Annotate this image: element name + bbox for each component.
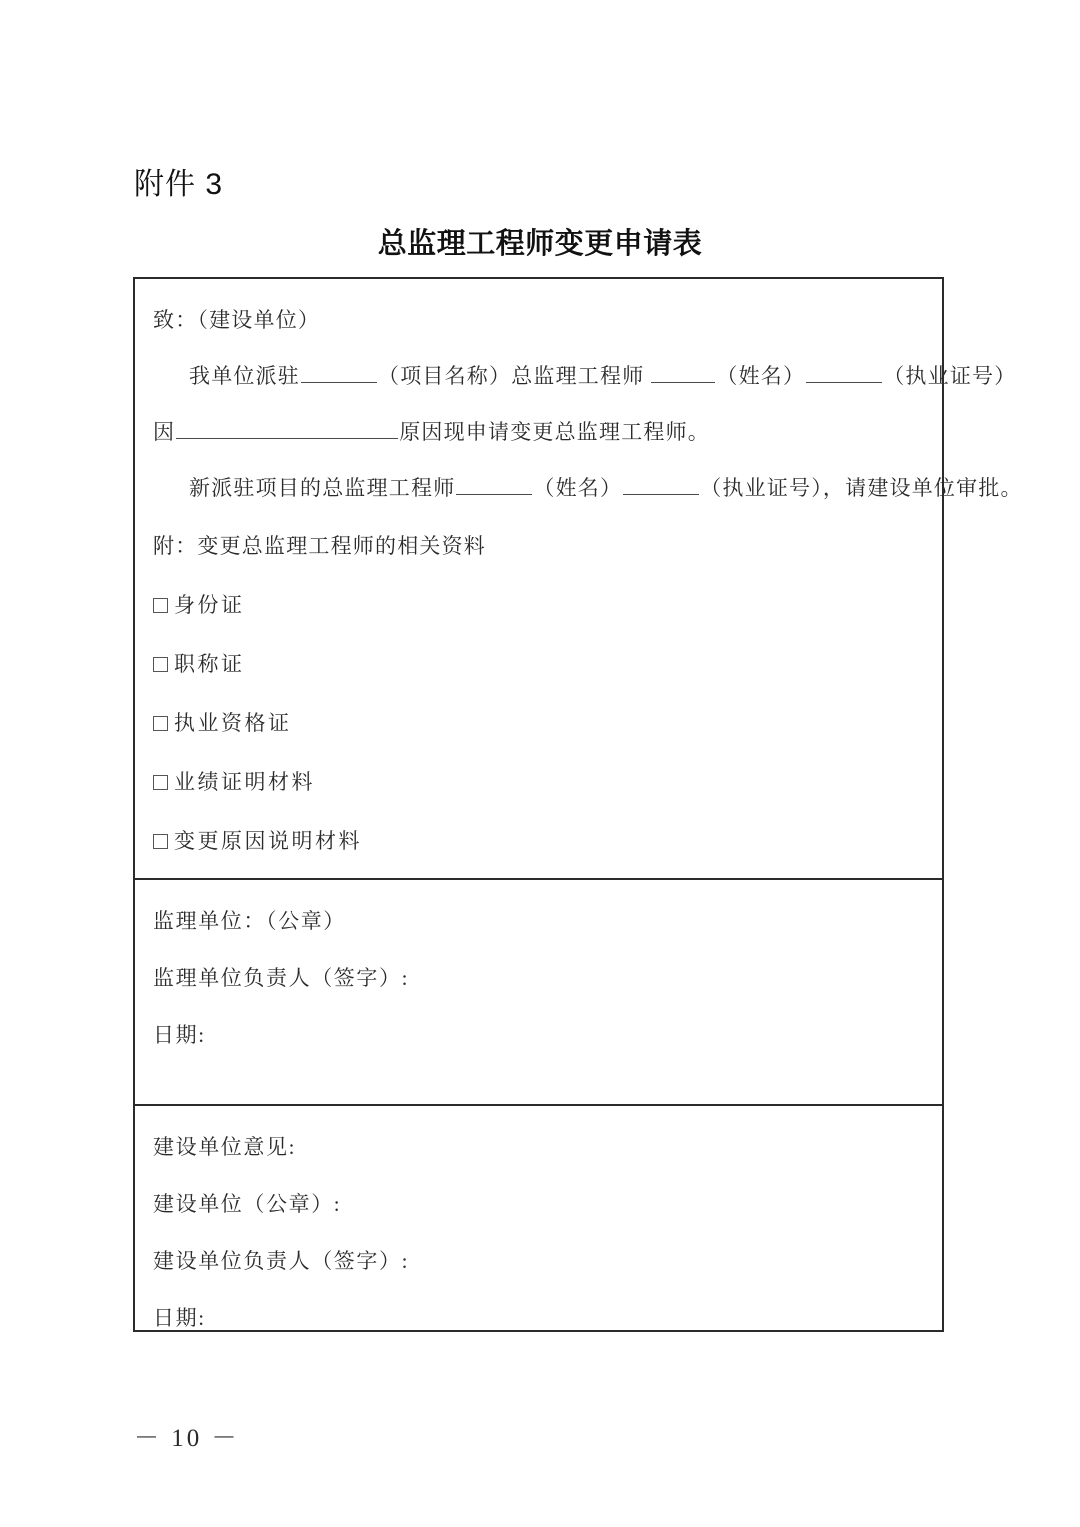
new-engineer-text-2: （姓名） [533,476,623,500]
checkbox-icon[interactable] [153,716,168,731]
checklist-item-label: 执业资格证 [174,711,292,735]
reason-text-1: 因 [153,420,176,444]
owner-unit-seal-label: 建设单位（公章）: [153,1192,342,1216]
owner-unit-head-signature-label: 建设单位负责人（签字）: [153,1249,410,1273]
owner-unit-date-label: 日期: [153,1306,206,1330]
checkbox-icon[interactable] [153,775,168,790]
new-engineer-line [135,473,1023,503]
supervision-unit-head-signature-label: 监理单位负责人（签字）: [153,966,410,990]
page-title: 总监理工程师变更申请表 [377,228,703,260]
form-table [133,277,1023,1332]
checklist-item-label: 变更原因说明材料 [174,829,362,853]
checklist-item-change-reason-doc[interactable] [135,826,942,856]
checklist-item-label: 职称证 [174,652,245,676]
application-section [135,279,1023,878]
reason-line [135,417,942,447]
checkbox-icon[interactable] [153,657,168,672]
dispatch-text-3: （姓名） [716,364,806,388]
attachment-note: 附：变更总监理工程师的相关资料 [153,534,486,558]
checkbox-icon[interactable] [153,598,168,613]
checklist-item-id-card[interactable] [135,590,942,620]
supervision-unit-seal-label: 监理单位：（公章） [153,909,346,933]
project-name-blank[interactable] [301,361,377,383]
owner-unit-section [135,1104,942,1330]
new-engineer-text-3: （执业证号），请建设单位审批。 [700,476,1023,500]
engineer-name-blank[interactable] [651,361,715,383]
page-number: － 10 － [134,1425,240,1452]
supervision-unit-section [135,878,942,1104]
checklist-item-practice-cert[interactable] [135,708,942,738]
dispatch-line [135,361,1017,391]
dispatch-text-4: （执业证号） [883,364,1017,388]
addressee-line: 致：（建设单位） [153,308,321,332]
dispatch-text-2: （项目名称）总监理工程师 [378,364,645,388]
new-engineer-license-blank[interactable] [623,473,699,495]
checklist-item-label: 业绩证明材料 [174,770,315,794]
dispatch-text-1: 我单位派驻 [189,364,300,388]
checkbox-icon[interactable] [153,834,168,849]
checklist-item-title-cert[interactable] [135,649,942,679]
checklist-item-label: 身份证 [174,593,245,617]
checklist-item-performance-proof[interactable] [135,767,942,797]
supervision-unit-date-label: 日期: [153,1023,206,1047]
owner-unit-opinion-label: 建设单位意见: [153,1135,297,1159]
new-engineer-text-1: 新派驻项目的总监理工程师 [189,476,456,500]
attachment-label: 附件 3 [134,168,224,201]
new-engineer-name-blank[interactable] [456,473,532,495]
engineer-license-blank[interactable] [806,361,882,383]
reason-text-2: 原因现申请变更总监理工程师。 [399,420,711,444]
reason-blank[interactable] [176,417,398,439]
